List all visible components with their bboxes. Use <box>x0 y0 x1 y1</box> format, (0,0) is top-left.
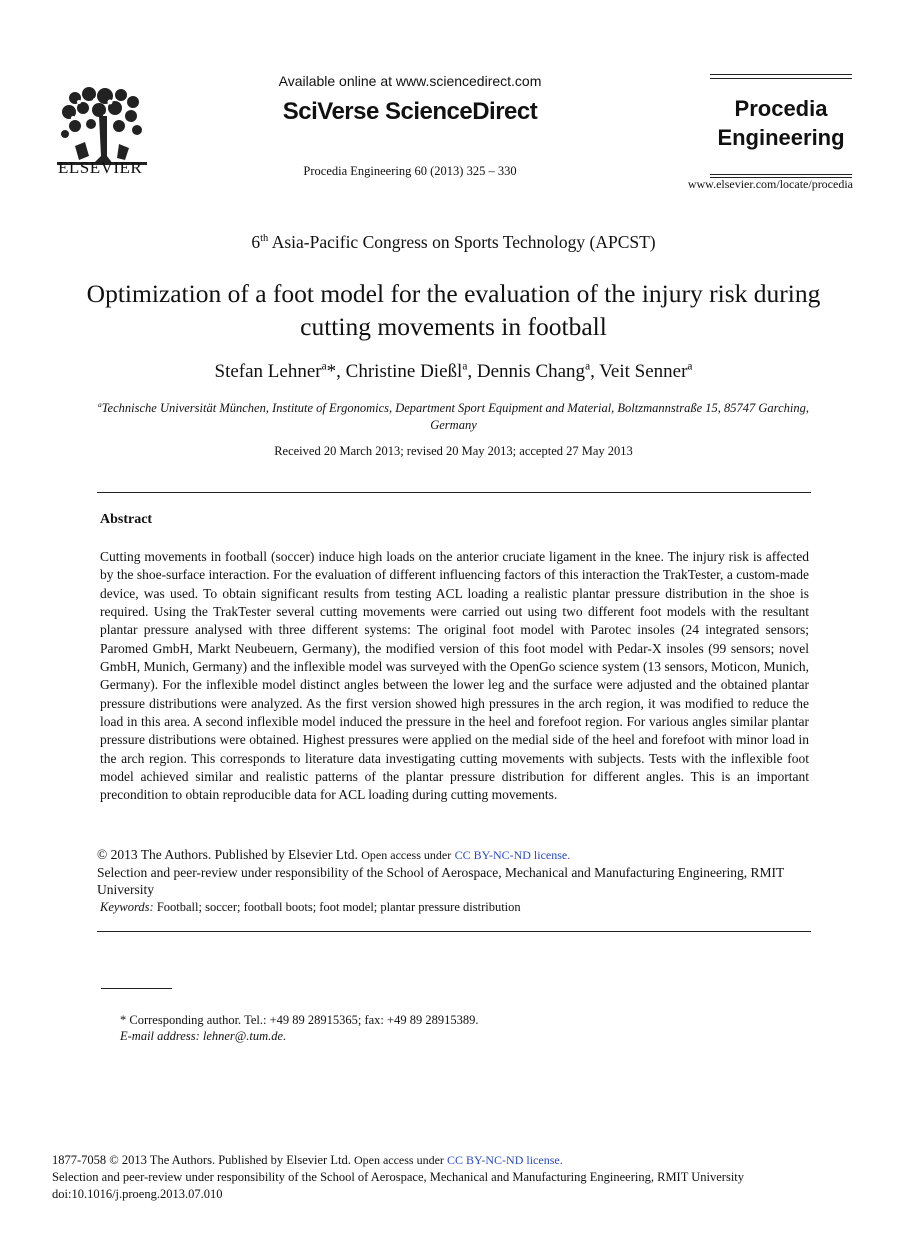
author-name[interactable]: Christine Dießl <box>345 361 463 382</box>
author-name[interactable]: Stefan Lehner <box>214 361 322 382</box>
abstract-body: Cutting movements in football (soccer) induce high loads on the anterior cruciate ligament in the knee. The injury risk is affected by the shoe-surface interaction. For the evaluation of different influencing factors of this interaction the TrakTester, a custom-made device, was used. To obtain significant results from testing ACL loading a realistic plantar pressure distribution in the shoe is required. Using the TrakTester several cutting movements were carried out using two different foot models with the resultant plantar pressure analysed with three different systems: The original foot model with Parotec insoles (24 integrated sensors; Paromed GmbH, Markt Neubeuern, Germany), the modified version of this foot model with Pedar-X insoles (99 sensors; novel GmbH, Munich, Germany) and the inflexible model was surveyed with the OpenGo science system (13 sensors, Moticon, Munich, Germany). For the inflexible model distinct angles between the lower leg and the surface were adjusted and the obtained plantar pressure distributions were analyzed. As the first version showed high pressures in the arch region, it was modified to reduce the load in this area. A second inflexible model induced the pressure in the heel and forefoot region. For various angles similar plantar pressure distributions were obtained. Highest pressures were applied on the medial side of the heel and forefoot with minor load in the arch region. This corresponds to literature data investigating cutting movements with subjects. Tests with the inflexible foot model achieved similar and realistic patterns of the plantar pressure distribution for different angles. This is an important precondition to obtain reproducible data for ACL loading during cutting movements. <box>100 549 809 803</box>
doi-link[interactable]: doi:10.1016/j.proeng.2013.07.010 <box>52 1187 223 1201</box>
footer-license-link[interactable]: CC BY-NC-ND license. <box>447 1153 563 1167</box>
keywords: Keywords: Football; soccer; football boots; foot model; plantar pressure distribution <box>100 900 521 914</box>
footnote-rule <box>101 988 172 989</box>
author-name[interactable]: Dennis Chang <box>476 361 586 382</box>
journal-url-link[interactable]: www.elsevier.com/locate/procedia <box>687 177 853 191</box>
divider-top <box>97 492 811 493</box>
abstract-heading: Abstract <box>100 512 153 527</box>
journal-name: Procedia Engineering <box>717 96 845 150</box>
footer-review: Selection and peer-review under responsibility of the School of Aerospace, Mechanical and Manufacturing Engineering, RMIT University <box>52 1170 745 1184</box>
elsevier-wordmark: ELSEVIER <box>58 158 143 177</box>
article-title: Optimization of a foot model for the evaluation of the injury risk during cutting movements in football <box>86 279 821 341</box>
copyright-notice: © 2013 The Authors. Published by Elsevier Ltd. Open access under CC BY-NC-ND license. Selection and peer-review under responsibility of the School of Aerospace, Mechanical and Manufacturing Engineering, RMIT University <box>97 847 785 897</box>
license-link[interactable]: CC BY-NC-ND license. <box>454 848 571 862</box>
affiliation: $^a$Technische Universität München, Institute of Ergonomics, Department Sport Equipment and Material, Boltzmannstraße 15, 85747 Garching, Germany <box>98 399 809 432</box>
corresponding-author-note: * Corresponding author. Tel.: +49 89 28915365; fax: +49 89 28915389. <box>120 1013 479 1027</box>
author-name[interactable]: Veit Senner <box>599 361 688 382</box>
available-online-link[interactable]: Available online at www.sciencedirect.com <box>278 73 542 89</box>
sciencedirect-brand[interactable]: SciVerse ScienceDirect <box>282 98 538 125</box>
congress-name: 6th Asia-Pacific Congress on Sports Technology (APCST) <box>251 232 656 252</box>
email-note: E-mail address: lehner@.tum.de. <box>120 1029 287 1043</box>
footer-copyright: 1877-7058 © 2013 The Authors. Published by Elsevier Ltd. Open access under CC BY-NC-ND license. <box>52 1153 563 1167</box>
journal-logo-box <box>710 74 852 178</box>
divider-bottom <box>97 931 811 932</box>
author-list: Stefan Lehner$^a$*, Christine Dießl$^a$, Dennis Chang$^a$, Veit Senner$^a$ <box>214 360 693 382</box>
journal-citation: Procedia Engineering 60 (2013) 325 – 330 <box>303 164 517 178</box>
email-link[interactable]: : lehner@.tum.de. <box>195 1029 287 1043</box>
received-dates: Received 20 March 2013; revised 20 May 2013; accepted 27 May 2013 <box>274 444 633 458</box>
